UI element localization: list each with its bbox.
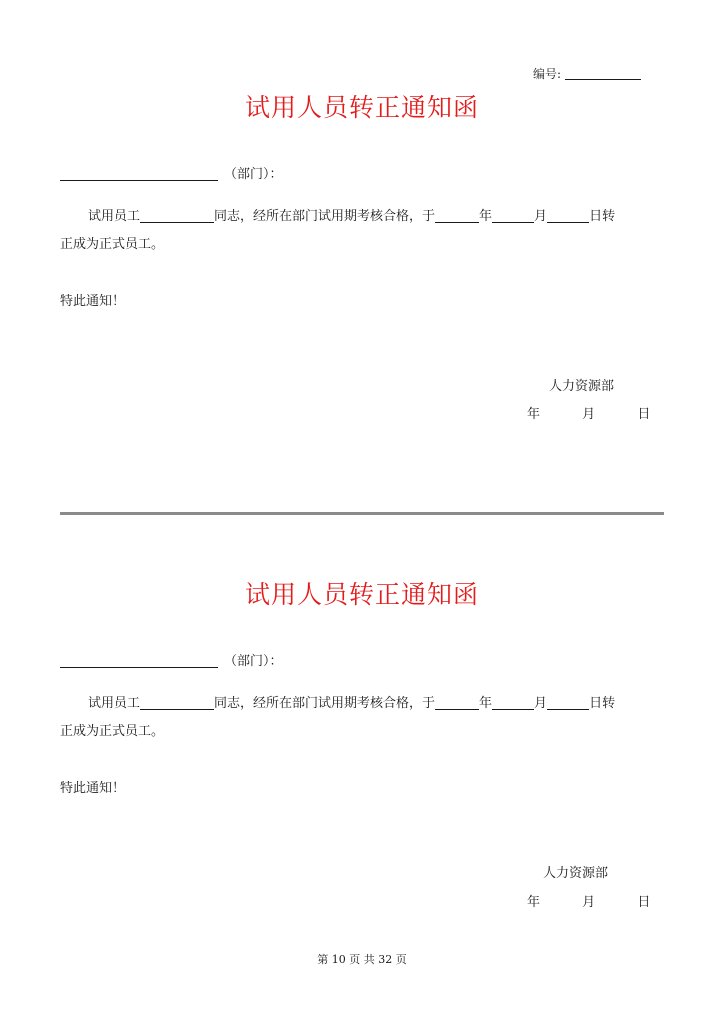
closing-text: 特此通知！	[60, 294, 126, 309]
notice-body-line-2: 正成为正式员工。	[60, 724, 165, 739]
department-suffix: （部门）：	[224, 167, 283, 182]
assessment-text: 同志，经所在部门试用期考核合格，于	[214, 696, 436, 711]
year-label: 年	[479, 209, 493, 224]
page-footer: 第 10 页 共 32 页	[317, 953, 407, 966]
signature-department: 人力资源部	[549, 379, 615, 394]
day-label: 日转	[589, 209, 616, 224]
month-blank	[492, 208, 534, 223]
year-blank	[435, 695, 479, 710]
month-label: 月	[534, 696, 548, 711]
date-year: 年	[527, 895, 541, 910]
day-label: 日转	[589, 696, 616, 711]
signature-department: 人力资源部	[543, 866, 609, 881]
closing-text: 特此通知！	[60, 781, 126, 796]
notice-body-line-2: 正成为正式员工。	[60, 237, 165, 252]
notice-title: 试用人员转正通知函	[244, 580, 479, 609]
date-day: 日	[637, 407, 651, 422]
year-label: 年	[479, 696, 493, 711]
month-label: 月	[534, 209, 548, 224]
signature-date	[527, 891, 650, 910]
department-line	[60, 163, 283, 182]
month-blank	[492, 695, 534, 710]
department-blank	[60, 653, 218, 668]
day-blank	[547, 695, 589, 710]
department-line	[60, 650, 283, 669]
date-year: 年	[527, 407, 541, 422]
department-blank	[60, 166, 218, 181]
document-number-blank	[565, 67, 641, 80]
year-blank	[435, 208, 479, 223]
signature-date	[527, 403, 650, 422]
date-month: 月	[582, 895, 596, 910]
employee-name-blank	[140, 208, 214, 223]
date-month: 月	[582, 407, 596, 422]
document-number-label: 编号:	[533, 67, 562, 81]
assessment-text: 同志，经所在部门试用期考核合格，于	[214, 209, 436, 224]
day-blank	[547, 208, 589, 223]
notice-body-line-1	[60, 692, 666, 711]
employee-name-blank	[140, 695, 214, 710]
notice-body-line-1	[60, 205, 666, 224]
employee-prefix: 试用员工	[88, 209, 141, 224]
notice-title: 试用人员转正通知函	[244, 93, 479, 122]
document-number	[533, 65, 641, 82]
employee-prefix: 试用员工	[88, 696, 141, 711]
department-suffix: （部门）：	[224, 654, 283, 669]
date-day: 日	[637, 895, 651, 910]
section-divider	[60, 512, 664, 515]
